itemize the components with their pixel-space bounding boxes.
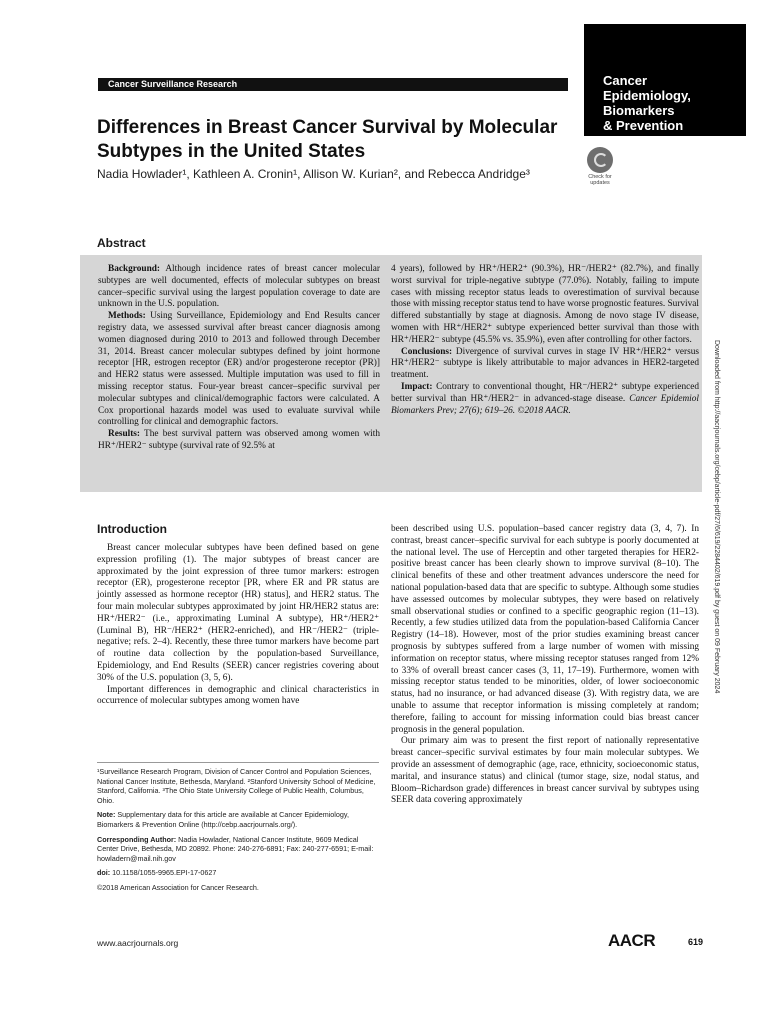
doi-line (97, 868, 379, 878)
intro-paragraph-3: been described using U.S. population–based cancer registry data (3, 4, 7). In contrast, breast cancer–specific survival for each subtype is poorly documented at the national level. The use of Herceptin and other targeted therapies for HER2-positive breast cancer has been clearly shown to improve survival (8–10). The clinical benefits of these and other treatment advances underscore the need for national population-based data that are specific to subtype. Although some studies have assessed outcomes by molecular subtypes, they were based on relatively small observational studies or confined to a specific geographic region (11–13). Recently, a few studies utilized data from the population-based California Cancer Registry (14–18). However, most of the prior studies examining breast cancer prognosis by subtypes suffered from a large number of women with missing information on receptor status, where missing receptor statuses ranged from 12% to 33% of overall breast cancer cases (3, 11, 17–19). Furthermore, women with missing receptor status tended to be minorities, older, of lower socioeconomic status, had no insurance, or had advanced disease (3). With registry data, we are unable to assume that receptor information is missing completely at random; therefore, failing to account for missing information could bias breast cancer prognosis in the general population. (391, 524, 699, 735)
abstract-methods-paragraph (98, 311, 380, 429)
abstract-left-column (98, 264, 380, 453)
journal-title-box (584, 24, 746, 136)
note-text: Supplementary data for this article are available at Cancer Epidemiology, Biomarkers & Prevention Online (http://cebp.aacrjournals.org/). (97, 810, 349, 829)
aacr-logo: AACR (608, 931, 656, 950)
conclusions-text: Divergence of survival curves in stage IV HR⁺/HER2⁺ versus HR⁺/HER2⁻ subtype is likely attributable to major advances in HER2-targeted treatment. (391, 346, 699, 381)
doi-label: doi: (97, 868, 111, 878)
copyright-line: ©2018 American Association for Cancer Research. (97, 882, 259, 892)
check-updates-icon (587, 147, 613, 173)
conclusions-label: Conclusions: (401, 346, 453, 357)
corresponding-author (97, 835, 379, 864)
article-title: Differences in Breast Cancer Survival by Molecular Subtypes in the United States (97, 117, 558, 162)
abstract-background-paragraph (98, 264, 380, 311)
footnotes (97, 767, 379, 898)
corresponding-text: Nadia Howlader, National Cancer Institute, 9609 Medical Center Drive, Bethesda, MD 20892. Phone: 240-276-6891; Fax: 240-277-6591; E-mail: howladern@mail.nih.gov (97, 834, 374, 863)
methods-label: Methods: (108, 311, 146, 322)
results-label: Results: (108, 429, 141, 440)
affiliations: ¹Surveillance Research Program, Division of Cancer Control and Population Sciences, National Cancer Institute, Bethesda, Maryland. ²Stanford University School of Medicine, Stanford, California. ³The Ohio State University College of Public Health, Columbus, Ohio. (97, 767, 376, 805)
abstract-right-column (391, 264, 699, 417)
abstract-conclusions-paragraph (391, 347, 699, 382)
impact-label: Impact: (401, 381, 433, 392)
results-text: The best survival pattern was observed among women with HR⁺/HER2⁻ subtype (survival rate of 92.5% at (98, 429, 380, 451)
introduction-left-column (97, 543, 379, 708)
abstract-results-continued: 4 years), followed by HR⁺/HER2⁺ (90.3%), HR⁻/HER2⁺ (82.7%), and finally worst survival for triple-negative subtype (77.0%). Notably, failing to impute cases with missing receptor status leads to overestimation of survival because those with missing receptor status tend to have worse prognostic features. Survival differed substantially by stage at diagnosis. Among de novo stage IV disease, women with HR⁺/HER2⁺ subtype experienced better survival than those with HR⁺/HER2⁻ subtype (45.5% vs. 35.9%), even after controlling for other factors. (391, 264, 699, 345)
corresponding-label: Corresponding Author: (97, 834, 177, 844)
check-updates-label: Check for updates (588, 174, 612, 186)
journal-name: Cancer Epidemiology, Biomarkers & Prevention (603, 73, 691, 133)
download-note: Downloaded from http://aacrjournals.org/cebp/article-pdf/27/6/619/2284402/619.pdf by guest on 09 February 2024 (713, 340, 720, 694)
background-text: Although incidence rates of breast cancer molecular subtypes are well documented, effects of molecular subtypes on breast cancer–specific survival using the largest population coverage to date are unknown in the U.S. population. (98, 264, 380, 310)
download-sidebar (706, 340, 720, 770)
supplementary-note (97, 810, 379, 829)
footnote-divider (97, 762, 379, 763)
section-label-bar (98, 78, 568, 91)
page-number: 619 (688, 937, 704, 947)
note-label: Note: (97, 810, 116, 820)
doi-text: 10.1158/1055-9965.EPI-17-0627 (110, 868, 217, 878)
abstract-heading: Abstract (97, 236, 146, 250)
intro-paragraph-2: Important differences in demographic and clinical characteristics in occurrence of molecular subtypes among women have (97, 684, 379, 707)
abstract-impact-paragraph (391, 382, 699, 417)
section-label: Cancer Surveillance Research (108, 79, 238, 89)
abstract-results-paragraph (98, 429, 380, 453)
background-label: Background: (108, 264, 161, 274)
methods-text: Using Surveillance, Epidemiology and End Results cancer registry data, we assessed survival after breast cancer diagnosis among women diagnosed during 2010 to 2013 and followed through December 31, 2014. Breast cancer molecular subtypes defined by joint hormone receptor [HR, estrogen receptor (ER) and/or progesterone receptor (PR)] and HER2 status were assessed. Multiple imputation was used to fill in missing receptor status. Four-year breast cancer–specific survival per molecular subtypes and clinical/demographic factors were calculated. A Cox proportional hazards model was used to evaluate survival while controlling for clinical and demographic factors. (98, 311, 380, 428)
intro-paragraph-1: Breast cancer molecular subtypes have been defined based on gene expression profiling (1). The major subtypes of breast cancer are approximated by the joint expression of three tumor markers: estrogen receptor (ER), progesterone receptor [PR, where ER and PR status are jointly assessed as hormone receptor (HR) status], and HER2 status. The four main molecular subtypes approximated by joint HR/HER2 status are: HR⁺/HER2⁻ (i.e., approximating Luminal A subtype), HR⁺/HER2⁺ (Luminal B), HR⁻/HER2⁺ (HER2-enriched), and HR⁻/HER2⁻ (triple-negative; refs. 2–4). Recently, these three tumor markers have become part of routine data collection by the population-based Surveillance, Epidemiology, and End Results (SEER) cancer registries covering about 30% of the U.S. population (3, 5, 6). (97, 543, 379, 683)
impact-text: Contrary to conventional thought, HR⁻/HER2⁺ subtype experienced better survival than HR⁺/HER2⁻ in advanced-stage disease. (391, 381, 699, 404)
author-list: Nadia Howlader¹, Kathleen A. Cronin¹, Allison W. Kurian², and Rebecca Andridge³ (97, 167, 530, 181)
footer-url-link[interactable]: www.aacrjournals.org (97, 938, 179, 948)
abstract-citation: Cancer Epidemiol Biomarkers Prev; 27(6); 619–26. ©2018 AACR. (391, 393, 699, 416)
introduction-heading: Introduction (97, 522, 167, 536)
check-for-updates-button[interactable] (580, 147, 620, 186)
intro-paragraph-4: Our primary aim was to present the first report of nationally representative breast cancer–specific survival estimates by four main molecular subtypes. We provide an assessment of demographic (age, race, ethnicity, socioeconomic status, marital, and insurance status) and clinical (tumor stage, size, nodal status, and Bloom–Richardson grade) differences in breast cancer survival by subtypes using SEER data covering approximately (391, 736, 699, 806)
introduction-right-column (391, 524, 699, 807)
